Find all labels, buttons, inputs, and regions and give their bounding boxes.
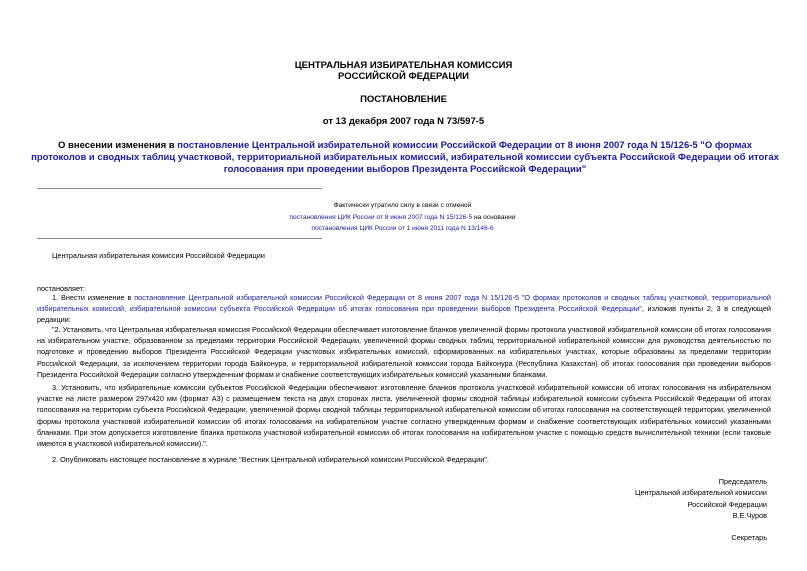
preamble: Центральная избирательная комиссия Российской Федерации	[52, 251, 265, 260]
org-name-line1: ЦЕНТРАЛЬНАЯ ИЗБИРАТЕЛЬНАЯ КОМИССИЯ	[294, 60, 513, 71]
item-1-prefix: 1. Внести изменение в	[52, 293, 135, 302]
signature-gap	[517, 521, 767, 532]
status-note-link2[interactable]: постановления ЦИК России от 1 июня 2011 года N 13/146-6	[311, 225, 494, 232]
signature-country: Российской Федерации	[687, 499, 767, 509]
signature-secretary: Секретарь	[731, 533, 767, 543]
item-1-suffix: , изложив пункты 2, 3 в следующей редакции:	[37, 304, 771, 325]
status-note-line3	[250, 223, 555, 235]
item-1	[37, 292, 771, 326]
status-note-line2	[250, 212, 555, 224]
status-note-link1[interactable]: постановления ЦИК России от 8 июня 2007 года N 15/126-5	[289, 213, 473, 221]
signature-title: Председатель	[718, 477, 767, 486]
divider-top	[37, 188, 322, 189]
quoted-item-2: "2. Установить, что Центральная избирательная комиссия Российской Федерации обеспечивает изготовление бланков увеличенной формы протокола участковой избирательной комиссии об итогах голосования на избирательном участке, образованном за пределами территории Российской Федерации, увеличенной формы сводных таблиц территориальной избирательной комиссии для руководства деятельностью по подготовке и проведению выборов Президента Российской Федерации участковых избирательных комиссий, сформированных на избирательных участках, которые образованы за пределами территории Российской Федерации, за исключением территории города Байконура, и территориальной избирательной комиссии города Байконура (Республика Казахстан) об итогах голосования при проведении выборов Президента Российской Федерации согласно утвержденным формам и снабжение соответствующих избирательных комиссий указанными бланками.	[37, 325, 771, 379]
document-type: ПОСТАНОВЛЕНИЕ	[360, 94, 447, 105]
item-2: 2. Опубликовать настоящее постановление в журнале "Вестник Центральной избирательной комиссии Российской Федерации".	[52, 455, 489, 464]
document-title	[30, 140, 780, 176]
document-date-number: от 13 декабря 2007 года N 73/597-5	[322, 116, 485, 127]
quoted-item-3: 3. Установить, что избирательные комиссии субъектов Российской Федерации обеспечивают изготовление бланков протокола участковой избирательной комиссии об итогах голосования на избирательном участке на листе размером 297х420 мм (формат А3) с размещением текста на двух сторонах листа, увеличенной формы сводной таблицы избирательной комиссии субъекта Российской Федерации об итогах голосования на территории субъекта Российской Федерации, увеличенной формы сводной таблицы территориальной избирательной комиссии об итогах голосования на соответствующей территории, увеличенной формы протокола участковой избирательной комиссии об итогах голосования на избирательном участке согласно утвержденным формам и снабжение соответствующих избирательных комиссий указанными бланками. При этом допускается изготовление бланка протокола участковой избирательной комиссии об итогах голосования на избирательном участке с помощью средств вычислительной техники (если таковые имеются в участковой избирательной комиссии).".	[37, 383, 771, 449]
signature-org: Центральной избирательной комиссии	[635, 488, 767, 498]
title-link[interactable]: постановление Центральной избирательной комиссии Российской Федерации от 8 июня 2007 года N 15/126-5 "О формах протоколов и сводных таблиц участковой, территориальной избирательных комиссий, избирательной комиссии субъекта Российской Федерации об итогах голосования при проведении выборов Президента Российской Федерации"	[31, 140, 779, 175]
status-note-line1: Фактически утратило силу в связи с отменой	[333, 202, 472, 209]
item-1-link[interactable]: постановление Центральной избирательной комиссии Российской Федерации от 8 июня 2007 года N 15/126-5 "О формах протоколов и сводных таблиц участковой, территориальной избирательных комиссий, избирательной комиссии субъекта Российской Федерации об итогах голосования при проведении выборов Президента Российской Федерации"	[37, 293, 772, 314]
signature-block	[517, 476, 767, 543]
divider-bottom	[37, 238, 322, 239]
title-prefix: О внесении изменения в	[58, 140, 178, 151]
decree-word: постановляет:	[37, 284, 86, 293]
org-name-line2: РОССИЙСКОЙ ФЕДЕРАЦИИ	[337, 71, 469, 82]
signature-name: В.Е.Чуров	[732, 510, 767, 520]
status-note-line2-suffix: на основании	[472, 213, 516, 221]
status-note	[250, 200, 555, 235]
